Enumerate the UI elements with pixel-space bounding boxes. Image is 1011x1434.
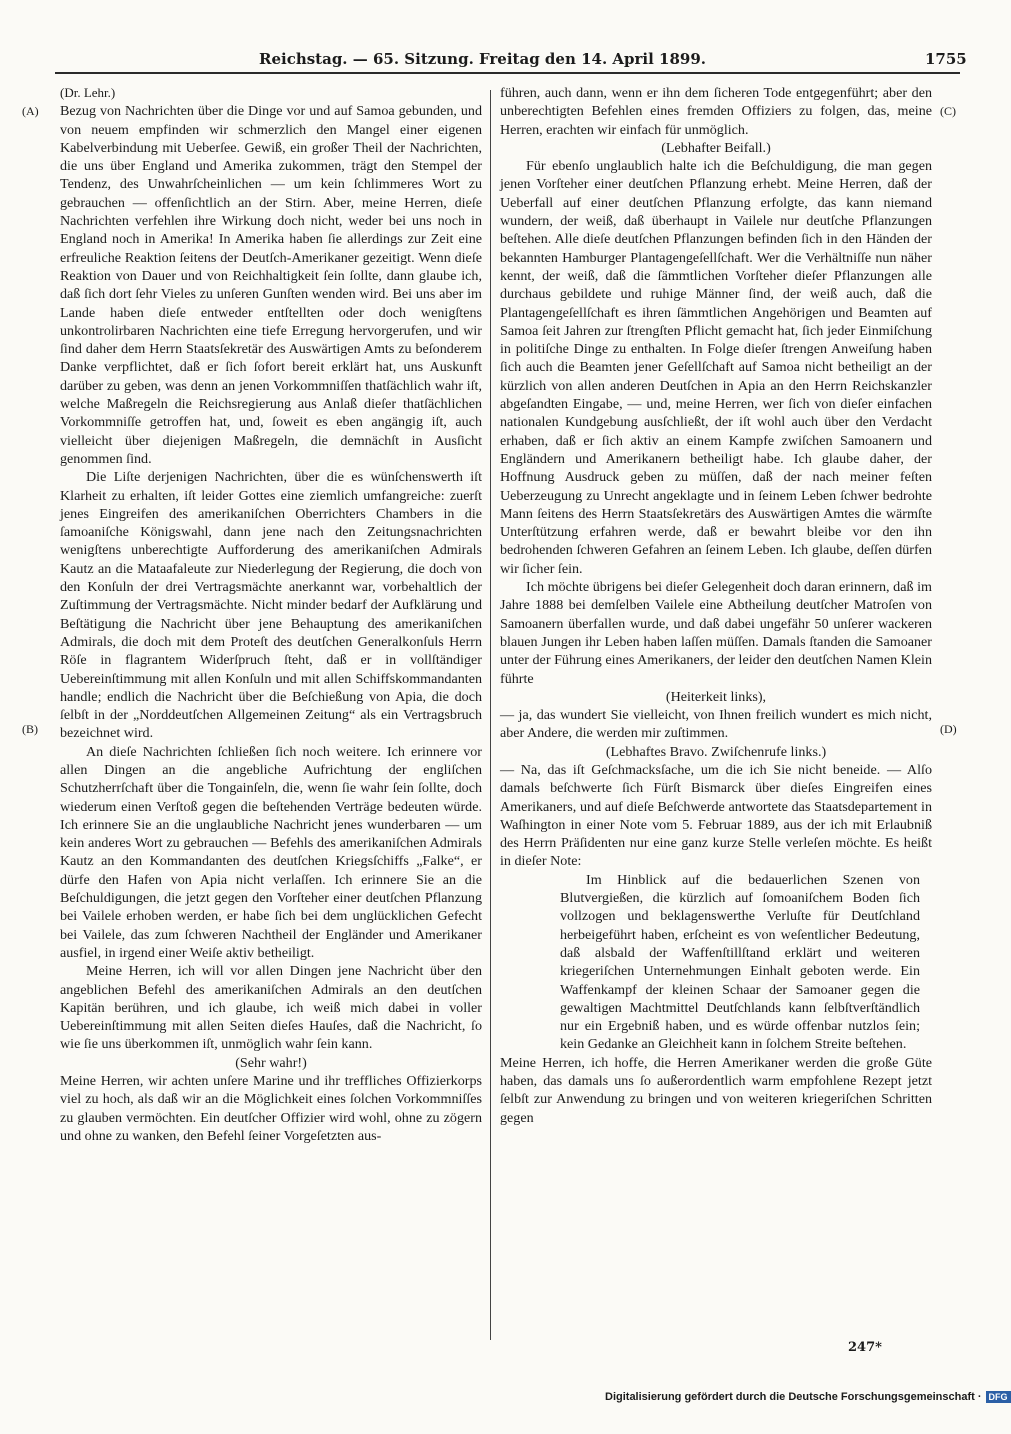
interjection: (Heiterkeit links), — [665, 688, 767, 705]
running-title: Reichstag. — 65. Sitzung. Freitag den 14. April 1899. — [258, 50, 707, 68]
digitization-footer — [605, 1391, 1011, 1403]
interjection: (Lebhaftes Bravo. Zwiſchenrufe links.) — [605, 743, 827, 760]
margin-marker-c: (C) — [940, 104, 956, 118]
left-column — [60, 84, 482, 1340]
dfg-logo: DFG — [986, 1391, 1011, 1403]
paragraph: Meine Herren, wir achten unſere Marine und ihr treffliches Offizierkorps viel zu hoch, als daß wir an die Möglichkeit eines ſolchen Vorkommniſſes zu glauben vermöchten. Ein deutſcher Offizier wird wohl, ohne zu zögern und ohne zu wanken, den Befehl ſeiner Vorgeſetzten aus- — [60, 1073, 482, 1144]
paragraph: Meine Herren, ich will vor allen Dingen jene Nachricht über den angeblichen Befehl des amerikaniſchen Admirals an den deutſchen Kapitän berühren, und ich glaube, ich weiß mich dabei in voller Uebereinſtimmung mit allen Seiten dieſes Hauſes, daß die Nachricht, ſo wie ſie uns überkommen iſt, unmöglich wahr ſein kann. — [60, 963, 482, 1053]
margin-marker-d: (D) — [940, 722, 957, 736]
column-divider — [490, 90, 491, 1340]
right-column — [500, 84, 932, 1340]
margin-marker-b: (B) — [22, 722, 38, 736]
speaker-label: (Dr. Lehr.) — [60, 85, 116, 100]
footer-text: Digitalisierung gefördert durch die Deutsche Forschungsgemeinschaft · — [605, 1391, 982, 1403]
paragraph: — Na, das iſt Geſchmacksſache, um die ich Sie nicht beneide. — Alſo damals beſchwerte ſich Fürſt Bismarck über dieſes Eingreifen eines Amerikaners, und auf dieſe Beſchwerde antwortete das Staatsdepartement in Waſhington in einer Note vom 5. Februar 1889, aus der ich mit Erlaubniß des Herrn Präſidenten nur eine ganz kurze Stelle verleſen möchte. Es heißt in dieſer Note: — [500, 761, 932, 870]
paragraph: Die Liſte derjenigen Nachrichten, über die es wünſchenswerth iſt Klarheit zu erhalten, iſt leider Gottes eine ziemlich umfangreiche: zuerſt jenes Eingreifen des amerikaniſchen Oberrichters Chambers in die ſamoaniſche Königswahl, dann jene nach den Zeitungsnachrichten wenigſtens unberechtigte Aufforderung des amerikaniſchen Admirals Kautz an die Mataafaleute zur Niederlegung der Regierung, die doch von den Konſuln der drei Vertragsmächte anerkannt war, vorbehaltlich der Zuſtimmung der Vertragsmächte. Nicht minder bedarf der Aufklärung und Beſtätigung die Nachricht über jene Behauptung des amerikaniſchen Admirals, die doch mit dem Proteſt des deutſchen Generalkonſuls Herrn Röſe in flagrantem Widerſpruch ſteht, daß er in vollſtändiger Uebereinſtimmung mit allen Konſuln und mit allen Schiffskommandanten handle; endlich die Nachricht über die Beſchießung von Apia, die doch ſelbſt in der „Norddeutſchen Allgemeinen Zeitung“ als ein Vertragsbruch bezeichnet wird. — [60, 469, 482, 742]
paragraph: Ich möchte übrigens bei dieſer Gelegenheit doch daran erinnern, daß im Jahre 1888 bei demſelben Vailele eine Abtheilung deutſcher Matroſen von Samoanern überfallen wurde, und daß dabei ungefähr 50 unſerer wackeren blauen Jungen ihr Leben haben laſſen müſſen. Damals ſtanden die Samoaner unter der Führung eines Amerikaners, der leider den deutſchen Namen Klein führte — [500, 579, 932, 687]
interjection: (Lebhafter Beifall.) — [661, 139, 771, 156]
signature-mark: 247* — [848, 1340, 882, 1355]
paragraph: An dieſe Nachrichten ſchließen ſich noch weitere. Ich erinnere vor allen Dingen an die angebliche Aufrichtung der engliſchen Schutzherrſchaft über die Tongainſeln, die, wenn ſie wahr ſein ſollte, doch wiederum einen Verſtoß gegen die beſtehenden Verträge bedeuten würde. Ich erinnere Sie an die unglaubliche Nachricht jenes wunderbaren — um kein anderes Wort zu gebrauchen — Befehls des amerikaniſchen Admirals Kautz an den Kommandanten des deutſchen Kriegsſchiffs „Falke“, er dürfe den Hafen von Apia nicht verlaſſen. Ich erinnere Sie an die Beſchuldigungen, die jetzt gegen den Vorſteher einer deutſchen Pflanzung bei Vailele erhoben werden, er habe ſich bei dem unglücklichen Gefecht bei Vailele, das zum ſchweren Nachtheil der Engländer und Amerikaner ausfiel, in irgend einer Weiſe aktiv betheiligt. — [60, 743, 482, 961]
paragraph: Bezug von Nachrichten über die Dinge vor und auf Samoa gebunden, und von neuem empfinden wir schmerzlich den Mangel einer eigenen Kabelverbindung mit Ueberſee. Gewiß, ein großer Theil der Nachrichten, die uns über England und Amerika zukommen, trägt den Stempel der Tendenz, des Unwahrſcheinlichen — um kein ſchlimmeres Wort zu gebrauchen — offenſichtlich an der Stirn. Aber, meine Herren, dieſe Nachrichten verfehlen ihre Wirkung doch nicht, weder bei uns noch in England noch in Amerika! In Amerika haben ſie allerdings zur Zeit eine erfreuliche Reaktion ſeitens der Deutſch-Amerikaner gezeitigt. Wenn dieſe Reaktion von Dauer und von Reichhaltigkeit ſein ſollte, dann glaube ich, daß ſich dort ſehr Vieles zu unſeren Gunſten wenden wird. Bei uns aber im Lande haben dieſe entweder entſtellten oder doch wenigſtens unkontrolirbaren Nachrichten eine tiefe Erregung hervorgerufen, und wir ſind daher dem Herrn Staatsſekretär des Auswärtigen Amts zu beſonderem Danke verpflichtet, daß er ſich ſofort bereit erklärt hat, uns Auskunft darüber zu geben, was denn an jenen Vorkommniſſen thatſächlich wahr iſt, welche Maßregeln die Reichsregierung aus Anlaß dieſer thatſächlichen Vorkommniſſe getroffen hat, und, ſoweit es eben angängig iſt, auch vielleicht über diejenigen Maßregeln, die demnächſt in Ausſicht genommen ſind. — [60, 103, 482, 467]
paragraph: Für ebenſo unglaublich halte ich die Beſchuldigung, die man gegen jenen Vorſteher einer deutſchen Pflanzung erhebt. Meine Herren, daß der Ueberfall auf einer deutſchen Pflanzung erfolgte, das kann niemand wundern, der weiß, daß überhaupt in Vailele nur deutſche Pflanzungen beſtehen. Alle dieſe deutſchen Pflanzungen befinden ſich in den Händen der bekannten Hamburger Plantagengeſellſchaft. Wer die Verhältniſſe nun näher kennt, der weiß, daß die ſämmtlichen Vorſteher dieſer Pflanzungen alle durchaus gebildete und ruhige Männer ſind, der weiß auch, daß die Plantagengeſellſchaft es ihren ſämmtlichen Angehörigen und Beamten auf Samoa ſeit Jahren zur ſtrengſten Pflicht gemacht hat, ſich jeder Einmiſchung in politiſche Dinge zu enthalten. In Folge dieſer ſtrengen Anweiſung haben ſich auch die Beamten jener Geſellſchaft auf Samoa nicht betheiligt an der kürzlich von allen anderen Deutſchen in Apia an den Herrn Reichskanzler abgeſandten Eingabe, — und, meine Herren, wer ſich von dieſer einfachen nationalen Kundgebung ausſchließt, der iſt wohl auch über den Verdacht erhaben, daß er ſich aktiv an einem Kampfe zwiſchen Samoanern und Engländern und Amerikanern betheiligt habe. Ich glaube daher, der Hoffnung Ausdruck geben zu müſſen, daß der nach meiner feſten Ueberzeugung zu Unrecht angeklagte und in ſeinem Leben ſchwer bedrohte Mann ſeitens des Herrn Staatsſekretärs des Auswärtigen Amtes die wärmſte Unterſtützung erfahren werde, daß er bewahrt bleibe vor den ihn bedrohenden ſchweren Gefahren an ſeinem Leben. Ich glaube, deſſen dürfen wir ſicher ſein. — [500, 158, 932, 577]
margin-marker-a: (A) — [22, 104, 39, 118]
interjection: (Sehr wahr!) — [235, 1054, 307, 1071]
paragraph: Meine Herren, ich hoffe, die Herren Amerikaner werden die große Güte haben, das damals uns ſo außerordentlich warm empfohlene Rezept jetzt ſelbſt zur Anwendung zu bringen und von weiteren kriegeriſchen Schritten gegen — [500, 1054, 932, 1126]
paragraph: führen, auch dann, wenn er ihn dem ſicheren Tode entgegenführt; aber den unberechtigten Befehlen eines fremden Offiziers zu folgen, das, meine Herren, erachten wir einfach für unmöglich. — [500, 85, 932, 138]
quoted-note: Im Hinblick auf die bedauerlichen Szenen von Blutvergießen, die kürzlich auf ſomoaniſchem Boden ſich vollzogen und beklagenswerthe Verluſte für Deutſchland herbeigeführt haben, erſcheint es von weſentlicher Bedeutung, daß alsbald der Waffenſtillſtand erklärt und weiteren kriegeriſchen Unternehmungen Einhalt geboten werde. Ein Waffenkampf der kleinen Schaar der Samoaner gegen die gewaltigen Machtmittel Deutſchlands kann ſelbſtverſtändlich nur ein Ergebniß haben, und es würde offenbar nutzlos ſein; kein Gedanke an Gleichheit kann in ſolchem Streite beſtehen. — [560, 871, 920, 1053]
page-number: 1755 — [925, 50, 967, 68]
header-rule — [55, 72, 960, 74]
paragraph: — ja, das wundert Sie vielleicht, von Ihnen freilich wundert es mich nicht, aber Andere, die werden mir zuſtimmen. — [500, 707, 932, 742]
